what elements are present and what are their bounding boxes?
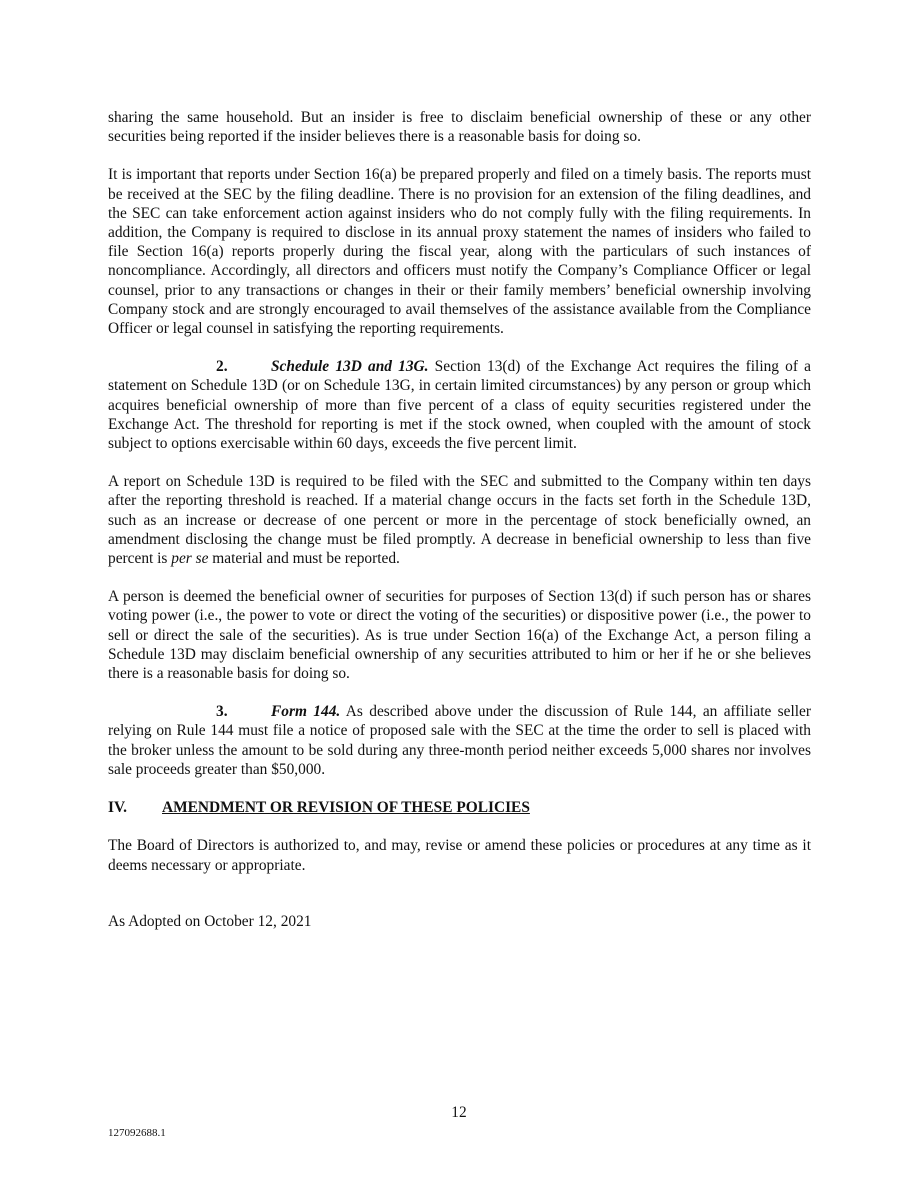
item-number: 2. (216, 358, 228, 376)
section-heading-amendment (108, 798, 811, 817)
section-title: AMENDMENT OR REVISION OF THESE POLICIES (162, 799, 530, 817)
item-form-144 (108, 702, 811, 779)
document-page (108, 108, 811, 950)
paragraph-beneficial-owner: A person is deemed the beneficial owner of securities for purposes of Section 13(d) if such person has or shares voting power (i.e., the power to vote or direct the voting of the securities) or dispositive power (i.e., the power to sell or direct the sale of the securities). As is true under Section 16(a) of the Exchange Act, a person filing a Schedule 13D may disclaim beneficial ownership of any securities attributed to him or her if he or she believes there is a reasonable basis for doing so. (108, 588, 811, 683)
per-se-italic: per se (171, 550, 209, 568)
paragraph-household-disclaimer: sharing the same household. But an insider is free to disclaim beneficial ownership of these or any other securities being reported if the insider believes there is a reasonable basis for doing so. (108, 109, 811, 146)
item-number: 3. (216, 703, 228, 721)
section-number: IV. (108, 799, 127, 817)
paragraph-section-16a-reports: It is important that reports under Section 16(a) be prepared properly and filed on a timely basis. The reports must be received at the SEC by the filing deadline. There is no provision for an extension of the filing deadlines, and the SEC can take enforcement action against insiders who do not comply fully with the filing requirements. In addition, the Company is required to disclose in its annual proxy statement the names of insiders who failed to file Section 16(a) reports properly during the fiscal year, along with the particulars of such instances of noncompliance. Accordingly, all directors and officers must notify the Company’s Compliance Officer or legal counsel, prior to any transactions or changes in their or their family members’ beneficial ownership involving Company stock and are strongly encouraged to avail themselves of the assistance available from the Compliance Officer or legal counsel in satisfying the reporting requirements. (108, 166, 811, 338)
item-text: As described above under the discussion of Rule 144, an affiliate seller relying on Rule 144 must file a notice of proposed sale with the SEC at the time the order to sell is placed with the broker unless the amount to be sold during any three-month period neither exceeds 5,000 shares nor involves sale proceeds greater than $50,000. (108, 703, 812, 778)
adoption-date: As Adopted on October 12, 2021 (108, 912, 312, 930)
paragraph-text-after: material and must be reported. (208, 550, 400, 568)
page-number: 12 (451, 1104, 467, 1121)
paragraph-schedule-13d-report (108, 472, 811, 568)
item-text: Section 13(d) of the Exchange Act requires the filing of a statement on Schedule 13D (or on Schedule 13G, in certain limited circumstances) by any person or group which acquires beneficial ownership of more than five percent of a class of equity securities registered under the Exchange Act. The threshold for reporting is met if the stock owned, when coupled with the amount of stock subject to options exercisable within 60 days, exceeds the five percent limit. (108, 358, 811, 453)
document-id: 127092688.1 (108, 1127, 166, 1139)
item-heading: Schedule 13D and 13G. (271, 358, 429, 376)
paragraph-text-before: A report on Schedule 13D is required to be filed with the SEC and submitted to the Company within ten days after the reporting threshold is reached. If a material change occurs in the facts set forth in the Schedule 13D, such as an increase or decrease of one percent or more in the percentage of stock beneficially owned, an amendment disclosing the change must be filed promptly. A decrease in beneficial ownership to less than five percent is (108, 473, 811, 568)
paragraph-board-authorization: The Board of Directors is authorized to, and may, revise or amend these policies or procedures at any time as it deems necessary or appropriate. (108, 837, 811, 874)
item-schedule-13d-13g (108, 357, 811, 453)
item-heading: Form 144. (271, 703, 341, 721)
